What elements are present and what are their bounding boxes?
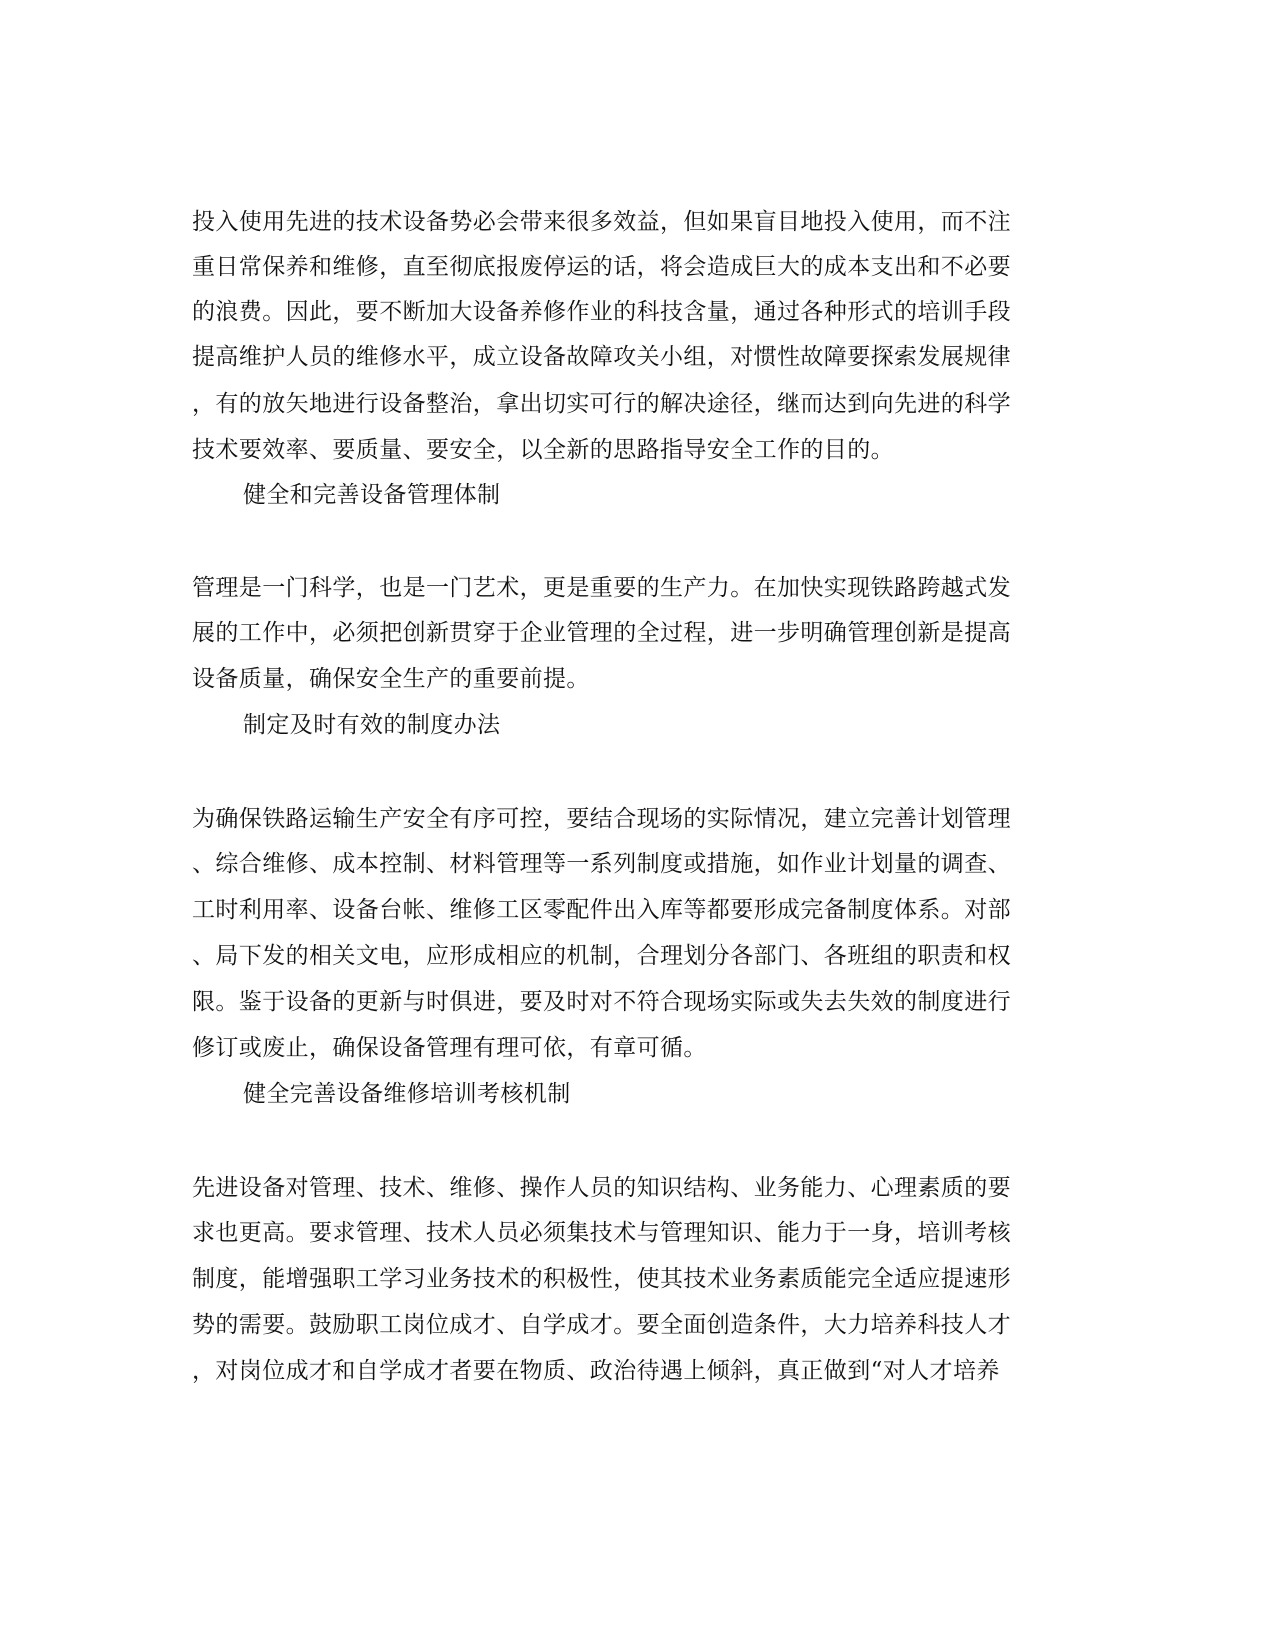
paragraph-line: ，有的放矢地进行设备整治，拿出切实可行的解决途径，继而达到向先进的科学 — [192, 391, 1011, 417]
paragraph-line: ，对岗位成才和自学成才者要在物质、政治待遇上倾斜，真正做到“对人才培养 — [192, 1358, 1000, 1384]
section-heading: 健全和完善设备管理体制 — [243, 482, 501, 508]
paragraph-line: 工时利用率、设备台帐、维修工区零配件出入库等都要形成完备制度体系。对部 — [192, 897, 1011, 923]
paragraph-line: 设备质量，确保安全生产的重要前提。 — [192, 666, 590, 692]
paragraph-line: 重日常保养和维修，直至彻底报废停运的话，将会造成巨大的成本支出和不必要 — [192, 254, 1011, 280]
paragraph-line: 限。鉴于设备的更新与时俱进，要及时对不符合现场实际或失去失效的制度进行 — [192, 989, 1011, 1015]
paragraph-line: 投入使用先进的技术设备势必会带来很多效益，但如果盲目地投入使用，而不注 — [192, 209, 1011, 235]
paragraph-line: 、局下发的相关文电，应形成相应的机制，合理划分各部门、各班组的职责和权 — [192, 943, 1011, 969]
paragraph-line: 求也更高。要求管理、技术人员必须集技术与管理知识、能力于一身，培训考核 — [192, 1220, 1011, 1246]
paragraph-line: 技术要效率、要质量、要安全，以全新的思路指导安全工作的目的。 — [192, 437, 894, 463]
section-heading: 制定及时有效的制度办法 — [243, 712, 501, 738]
paragraph-line: 先进设备对管理、技术、维修、操作人员的知识结构、业务能力、心理素质的要 — [192, 1175, 1011, 1201]
paragraph-line: 为确保铁路运输生产安全有序可控，要结合现场的实际情况，建立完善计划管理 — [192, 806, 1011, 832]
paragraph-line: 提高维护人员的维修水平，成立设备故障攻关小组，对惯性故障要探索发展规律 — [192, 344, 1011, 370]
paragraph-line: 展的工作中，必须把创新贯穿于企业管理的全过程，进一步明确管理创新是提高 — [192, 620, 1011, 646]
paragraph-line: 、综合维修、成本控制、材料管理等一系列制度或措施，如作业计划量的调查、 — [192, 851, 1011, 877]
section-heading: 健全完善设备维修培训考核机制 — [243, 1081, 571, 1107]
paragraph-line: 修订或废止，确保设备管理有理可依，有章可循。 — [192, 1035, 707, 1061]
paragraph-line: 制度，能增强职工学习业务技术的积极性，使其技术业务素质能完全适应提速形 — [192, 1266, 1011, 1292]
paragraph-line: 的浪费。因此，要不断加大设备养修作业的科技含量，通过各种形式的培训手段 — [192, 299, 1011, 325]
paragraph-line: 管理是一门科学，也是一门艺术，更是重要的生产力。在加快实现铁路跨越式发 — [192, 575, 1011, 601]
paragraph-line: 势的需要。鼓励职工岗位成才、自学成才。要全面创造条件，大力培养科技人才 — [192, 1312, 1011, 1338]
